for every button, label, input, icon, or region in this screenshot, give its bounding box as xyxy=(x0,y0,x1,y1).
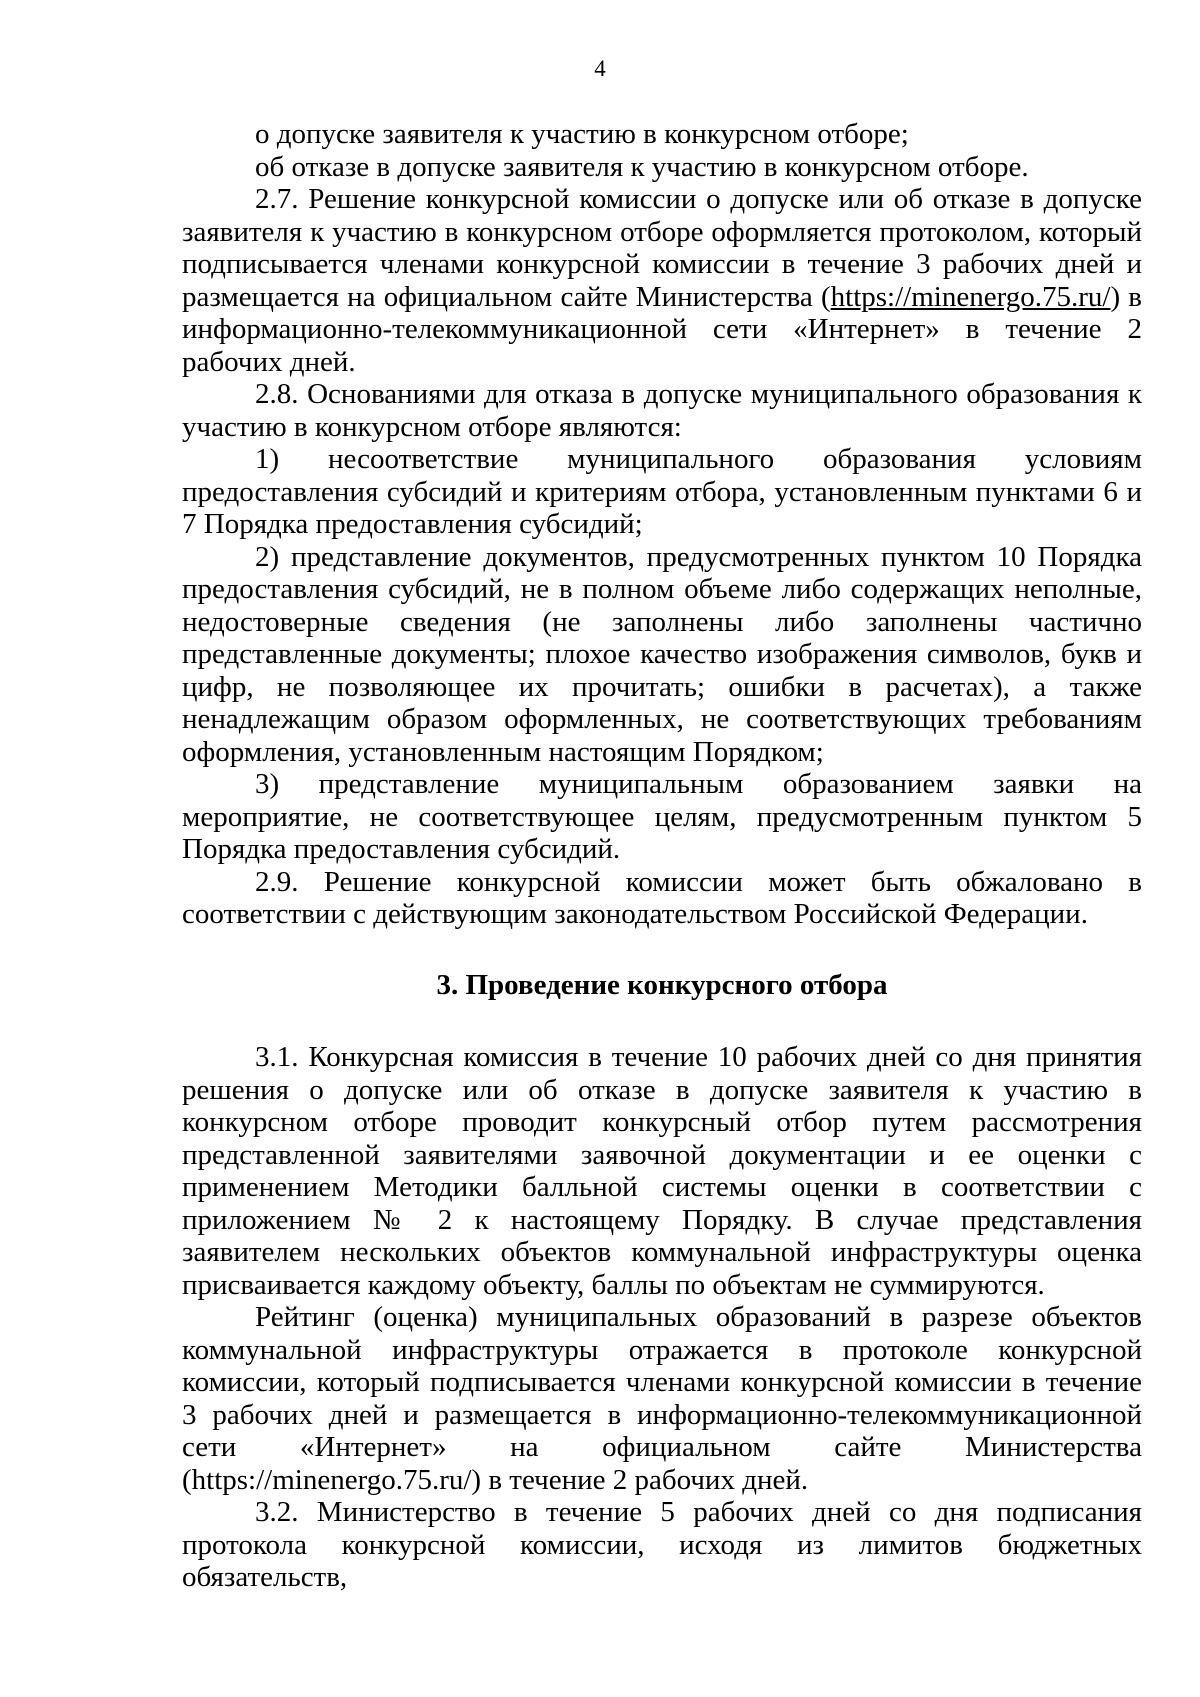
paragraph-3-2: 3.2. Министерство в течение 5 рабочих дней со дня подписания протокола конкурсной комиссии, исходя из лимитов бюджетных обязательств, xyxy=(182,1496,1142,1593)
paragraph-2-7 xyxy=(182,183,1142,378)
paragraph-2-7-text-start: 2.7. Решение конкурсной комиссии о допуске или об отказе в допуске заявителя к участию в конкурсном отборе оформляется протоколом, который подписывается членами конкурсной комиссии в течение 3 рабочих дней и размещается на официальном сайте Министерства ( xyxy=(182,183,1142,313)
document-body xyxy=(182,118,1142,1594)
paragraph-3-1: 3.1. Конкурсная комиссия в течение 10 рабочих дней со дня принятия решения о допуске или об отказе в допуске заявителя к участию в конкурсном отборе проводит конкурсный отбор путем рассмотрения представленной заявителями заявочной документации и ее оценки с применением Методики балльной системы оценки в соответствии с приложением № 2 к настоящему Порядку. В случае представления заявителем нескольких объектов коммунальной инфраструктуры оценка присваивается каждому объекту, баллы по объектам не суммируются. xyxy=(182,1041,1142,1301)
paragraph-rating: Рейтинг (оценка) муниципальных образований в разрезе объектов коммунальной инфраструктуры отражается в протоколе конкурсной комиссии, который подписывается членами конкурсной комиссии в течение 3 рабочих дней и размещается в информационно-телекоммуникационной сети «Интернет» на официальном сайте Министерства (https://minenergo.75.ru/) в течение 2 рабочих дней. xyxy=(182,1301,1142,1496)
paragraph-2-8-item-3: 3) представление муниципальным образованием заявки на мероприятие, не соответствующее целям, предусмотренным пунктом 5 Порядка предоставления субсидий. xyxy=(182,768,1142,865)
page-number: 4 xyxy=(594,56,606,81)
section-heading: 3. Проведение конкурсного отбора xyxy=(436,968,888,1001)
paragraph-2-8: 2.8. Основаниями для отказа в допуске муниципального образования к участию в конкурсном отборе являются: xyxy=(182,378,1142,443)
paragraph-refusal: об отказе в допуске заявителя к участию в конкурсном отборе. xyxy=(255,150,1029,183)
paragraph-2-8-item-1: 1) несоответствие муниципального образования условиям предоставления субсидий и критериям отбора, установленным пунктами 6 и 7 Порядка предоставления субсидий; xyxy=(182,443,1142,540)
paragraph-2-8-item-2: 2) представление документов, предусмотренных пунктом 10 Порядка предоставления субсидий, не в полном объеме либо содержащих неполные, недостоверные сведения (не заполнены либо заполнены частично представленные документы; плохое качество изображения символов, букв и цифр, не позволяющее их прочитать; ошибки в расчетах), а также ненадлежащим образом оформленных, не соответствующих требованиям оформления, установленным настоящим Порядком; xyxy=(182,540,1142,768)
paragraph-admission: о допуске заявителя к участию в конкурсном отборе; xyxy=(255,118,909,150)
paragraph-2-9: 2.9. Решение конкурсной комиссии может быть обжаловано в соответствии с действующим законодательством Российской Федерации. xyxy=(182,865,1142,930)
paragraph-2-7-text-end: ) в информационно-телекоммуникационной сети «Интернет» в течение 2 рабочих дней. xyxy=(182,280,1142,378)
ministry-website-link[interactable]: https://minenergo.75.ru/ xyxy=(830,280,1111,313)
